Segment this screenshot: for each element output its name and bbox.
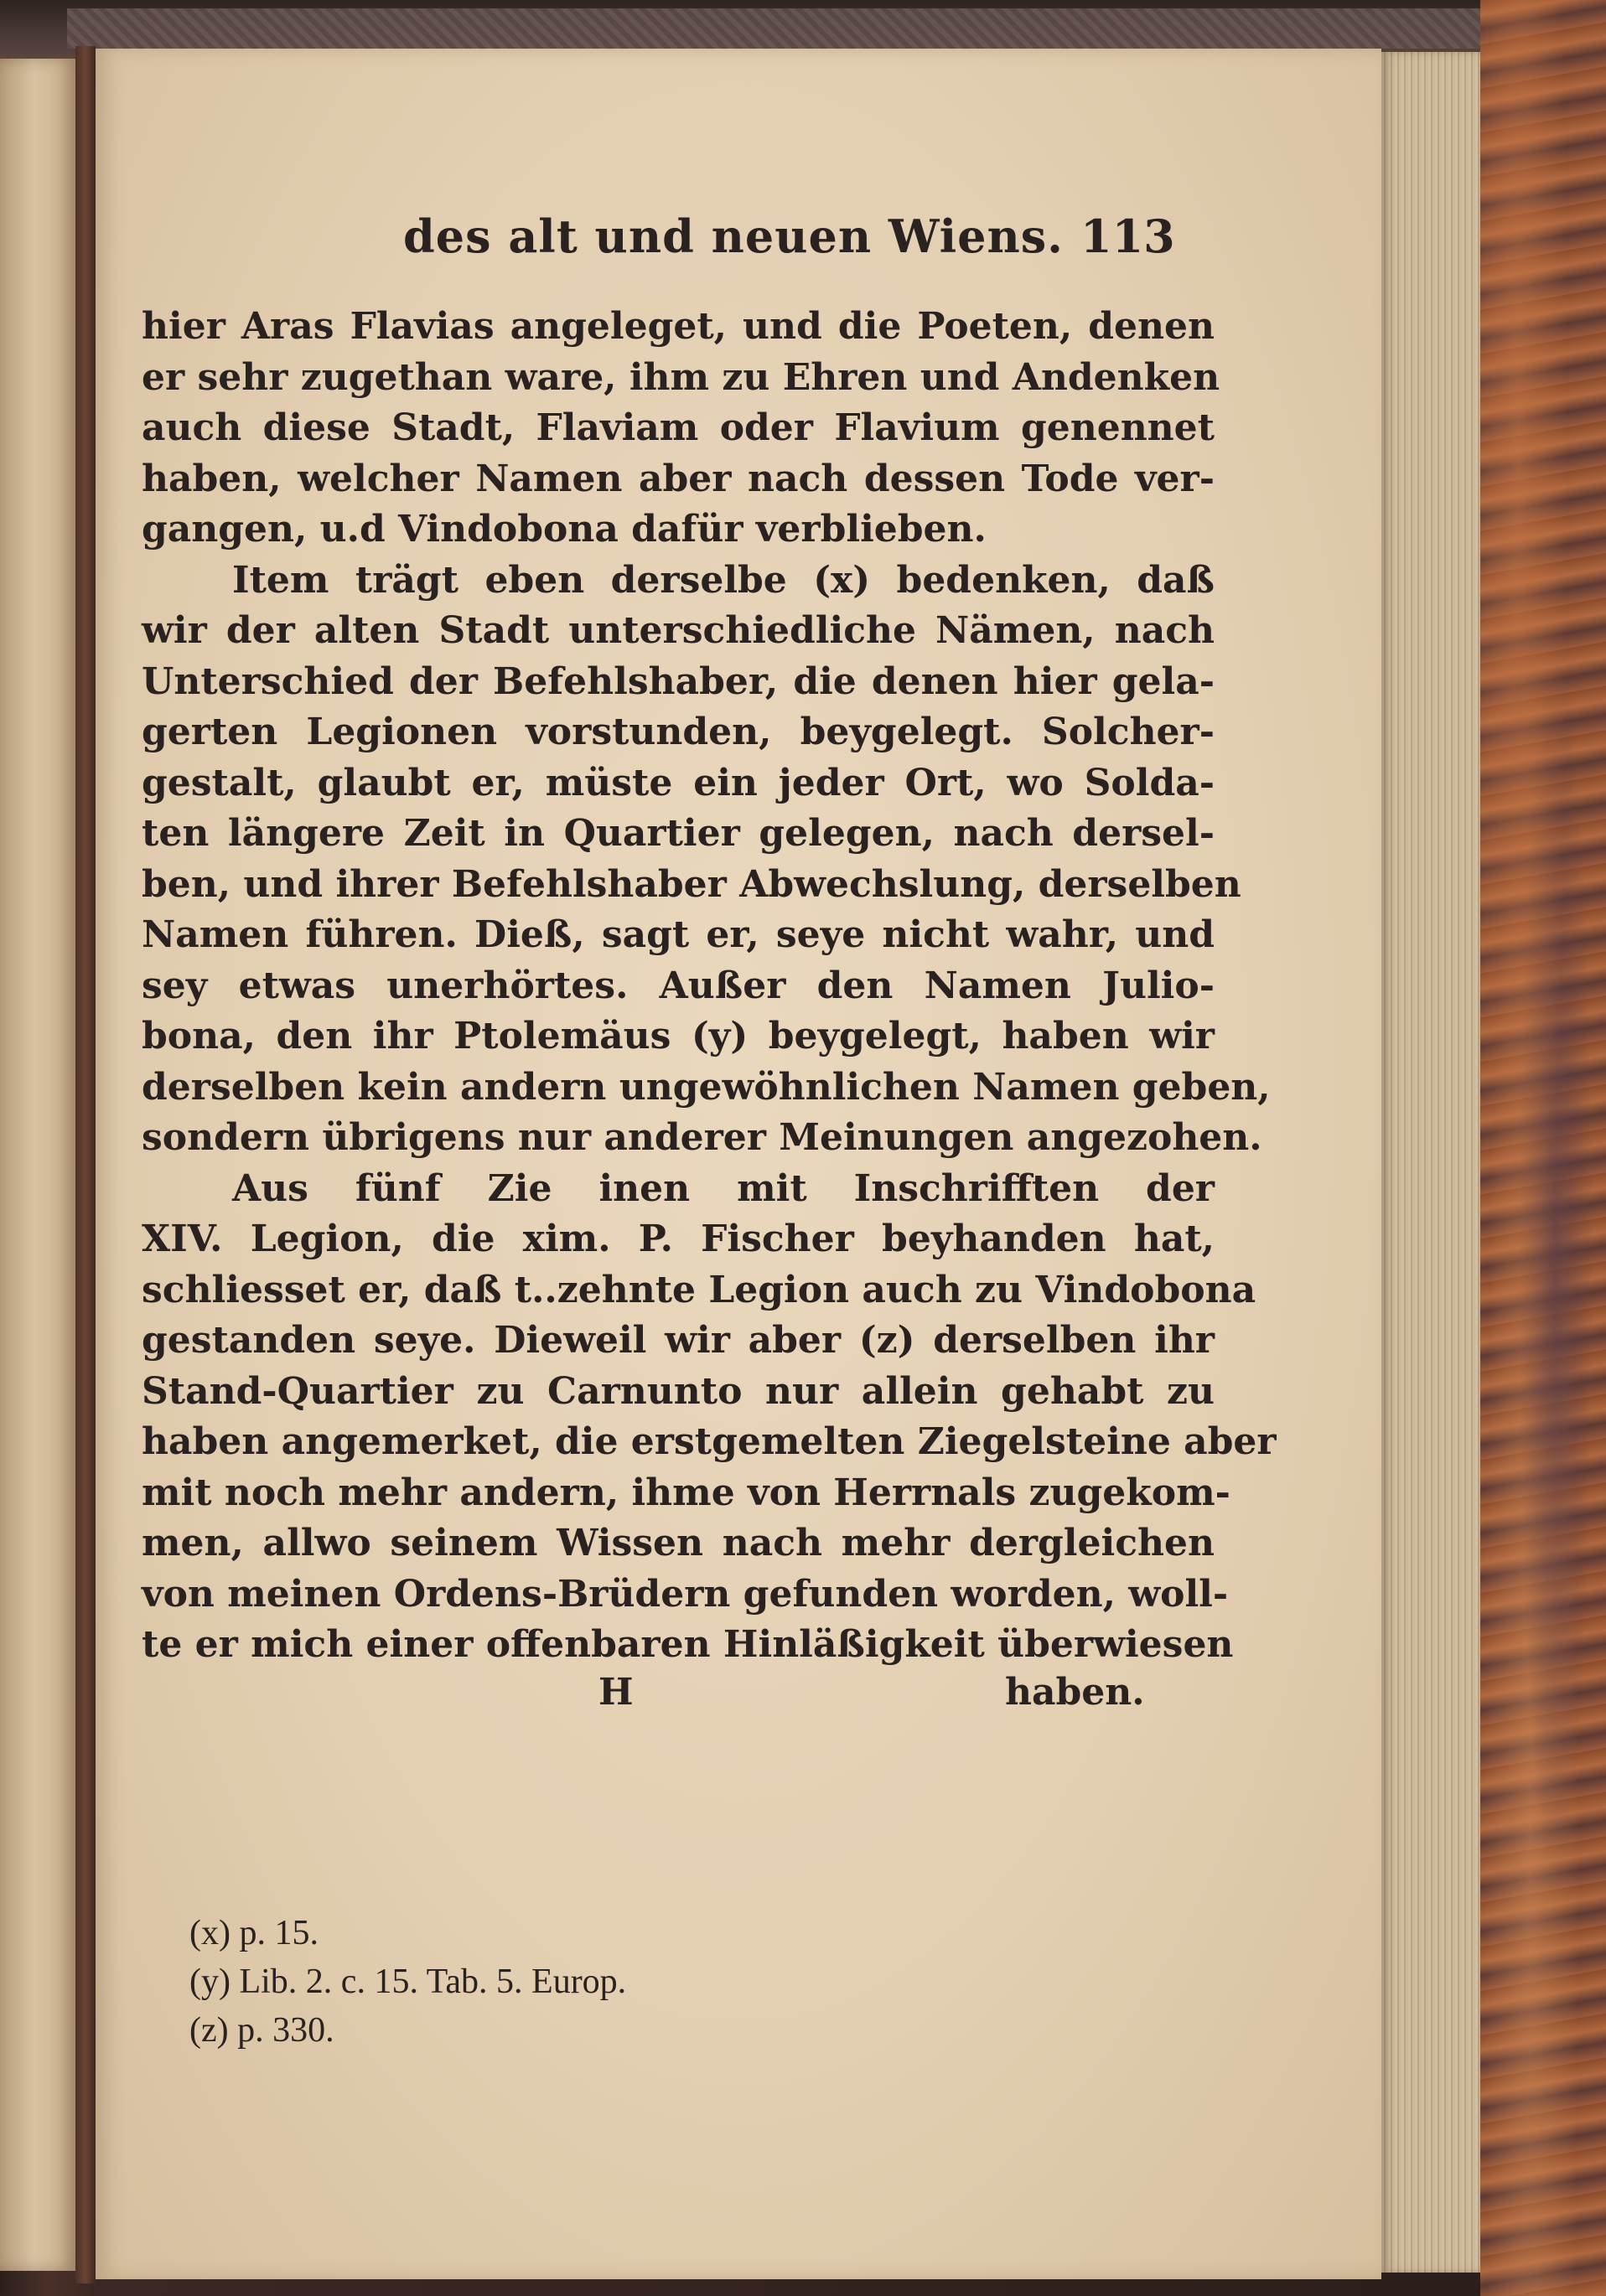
page-header bbox=[142, 209, 1215, 302]
text-line: gerten Legionen vorstunden, beygelegt. Solcher- bbox=[142, 711, 1215, 753]
text-line: Item trägt eben derselbe (x) bedenken, daß bbox=[232, 558, 1215, 602]
footnote-x: (x) p. 15. bbox=[189, 1914, 319, 1952]
text-line: gestanden seye. Dieweil wir aber (z) derselben ihr bbox=[142, 1319, 1215, 1362]
text-line: haben, welcher Namen aber nach dessen Tode ver- bbox=[142, 457, 1215, 500]
text-line: Aus fünf Zie inen mit Inschrifften der bbox=[232, 1166, 1215, 1210]
text-block bbox=[142, 209, 1277, 1726]
catchword: haben. bbox=[1005, 1670, 1145, 1714]
text-line: mit noch mehr andern, ihme von Herrnals zugekom- bbox=[142, 1471, 1230, 1514]
footnotes bbox=[189, 1909, 626, 2055]
text-line: Unterschied der Befehlshaber, die denen hier gela- bbox=[142, 659, 1215, 703]
text-line: gangen, u.d Vindobona dafür verblieben. bbox=[142, 508, 987, 551]
text-line: ten längere Zeit in Quartier gelegen, nach dersel- bbox=[142, 812, 1215, 855]
text-line: sey etwas unerhörtes. Außer den Namen Julio- bbox=[142, 964, 1215, 1007]
cover-cloth bbox=[67, 8, 1492, 49]
text-line: er sehr zugethan ware, ihm zu Ehren und Andenken bbox=[142, 355, 1220, 399]
running-head: des alt und neuen Wiens. bbox=[403, 209, 1064, 263]
text-line: sondern übrigens nur anderer Meinungen angezohen. bbox=[142, 1116, 1262, 1159]
book-page bbox=[96, 49, 1381, 2279]
text-line: von meinen Ordens-Brüdern gefunden worden, woll- bbox=[142, 1572, 1229, 1616]
text-line: men, allwo seinem Wissen nach mehr dergleichen bbox=[142, 1522, 1215, 1564]
text-line: auch diese Stadt, Flaviam oder Flavium genennet bbox=[142, 406, 1215, 449]
catchword-row bbox=[142, 1671, 1215, 1726]
text-line: Stand-Quartier zu Carnunto nur allein gehabt zu bbox=[142, 1369, 1215, 1413]
footnote-y: (y) Lib. 2. c. 15. Tab. 5. Europ. bbox=[189, 1962, 627, 2001]
text-line: te er mich einer offenbaren Hinläßigkeit überwiesen bbox=[142, 1623, 1234, 1666]
marbled-cover bbox=[1480, 0, 1606, 2296]
text-line: wir der alten Stadt unterschiedliche Nämen, nach bbox=[142, 609, 1215, 652]
text-line: bona, den ihr Ptolemäus (y) beygelegt, haben wir bbox=[142, 1015, 1215, 1058]
text-line: derselben kein andern ungewöhnlichen Namen geben, bbox=[142, 1065, 1271, 1109]
text-line: schliesset er, daß t..zehnte Legion auch zu Vindobona bbox=[142, 1268, 1256, 1311]
left-page-edge bbox=[0, 59, 75, 2271]
page-number: 113 bbox=[1080, 209, 1175, 263]
footnote-z: (z) p. 330. bbox=[189, 2011, 334, 2050]
text-line: Namen führen. Dieß, sagt er, seye nicht wahr, und bbox=[142, 913, 1215, 956]
text-line: gestalt, glaubt er, müste ein jeder Ort, wo Solda- bbox=[142, 761, 1215, 804]
text-line: haben angemerket, die erstgemelten Ziegelsteine aber bbox=[142, 1420, 1277, 1463]
text-line: XIV. Legion, die xim. P. Fischer beyhanden hat, bbox=[142, 1218, 1215, 1260]
signature-mark: H bbox=[598, 1670, 634, 1714]
page-block-edge bbox=[1381, 52, 1480, 2273]
text-line: ben, und ihrer Befehlshaber Abwechslung, derselben bbox=[142, 862, 1241, 906]
gutter bbox=[75, 46, 96, 2283]
text-line: hier Aras Flavias angeleget, und die Poeten, denen bbox=[142, 305, 1215, 348]
